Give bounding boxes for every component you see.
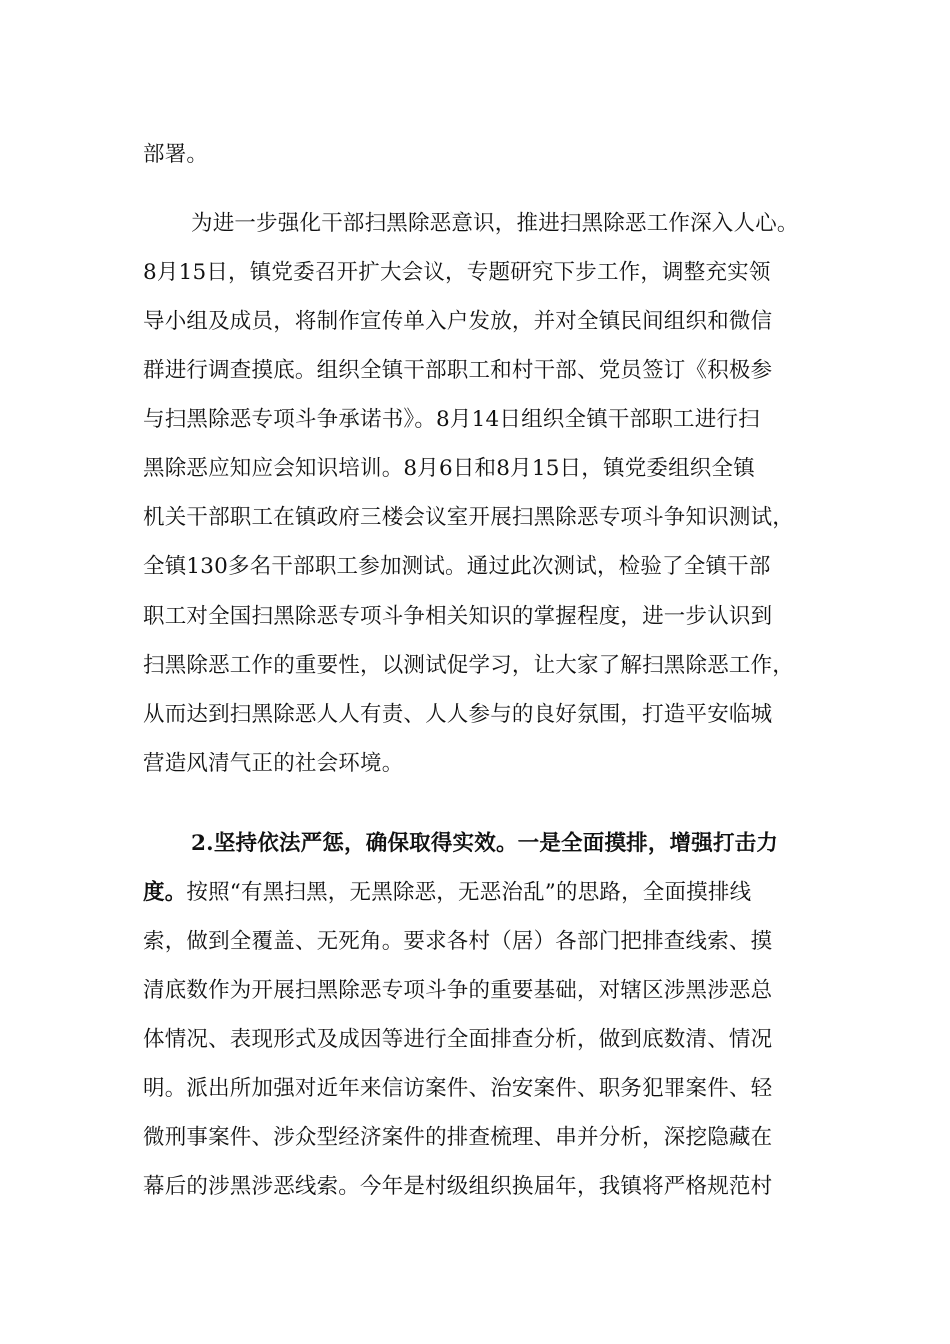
- paragraph-line: 部署。: [143, 142, 209, 167]
- paragraph-line: 8月15日，镇党委召开扩大会议，专题研究下步工作，调整充实领: [143, 260, 771, 285]
- paragraph-line: 幕后的涉黑涉恶线索。今年是村级组织换届年，我镇将严格规范村: [143, 1174, 773, 1199]
- paragraph-line: 职工对全国扫黑除恶专项斗争相关知识的掌握程度，进一步认识到: [143, 604, 773, 629]
- paragraph-line: 群进行调查摸底。组织全镇干部职工和村干部、党员签订《积极参: [143, 358, 773, 383]
- paragraph-line: 微刑事案件、涉众型经济案件的排查梳理、串并分析，深挖隐藏在: [143, 1125, 773, 1150]
- paragraph-line: 营造风清气正的社会环境。: [143, 751, 404, 776]
- paragraph-line: 全镇130多名干部职工参加测试。通过此次测试，检验了全镇干部: [143, 554, 771, 579]
- paragraph-line: 明。派出所加强对近年来信访案件、治安案件、职务犯罪案件、轻: [143, 1076, 773, 1101]
- paragraph-line: 体情况、表现形式及成因等进行全面排查分析，做到底数清、情况: [143, 1027, 773, 1052]
- paragraph-line: [143, 868, 751, 917]
- paragraph-line: 从而达到扫黑除恶人人有责、人人参与的良好氛围，打造平安临城: [143, 702, 773, 727]
- paragraph-line: 清底数作为开展扫黑除恶专项斗争的重要基础，对辖区涉黑涉恶总: [143, 978, 773, 1003]
- paragraph-line: 机关干部职工在镇政府三楼会议室开展扫黑除恶专项斗争知识测试，: [143, 505, 795, 530]
- paragraph-line: 索，做到全覆盖、无死角。要求各村（居）各部门把排查线索、摸: [143, 929, 773, 954]
- paragraph-line: 为进一步强化干部扫黑除恶意识，推进扫黑除恶工作深入人心。: [191, 211, 799, 236]
- paragraph-line: 与扫黑除恶专项斗争承诺书》。8月14日组织全镇干部职工进行扫: [143, 407, 760, 432]
- paragraph-text: 按照“有黑扫黑，无黑除恶，无恶治乱”的思路，全面摸排线: [186, 880, 752, 905]
- section-heading-tail: 度。: [143, 880, 187, 905]
- paragraph-line: 黑除恶应知应会知识培训。8月6日和8月15日，镇党委组织全镇: [143, 456, 755, 481]
- paragraph-line: 导小组及成员，将制作宣传单入户发放，并对全镇民间组织和微信: [143, 309, 773, 334]
- paragraph-line: 扫黑除恶工作的重要性，以测试促学习，让大家了解扫黑除恶工作，: [143, 653, 795, 678]
- section-heading: 2.坚持依法严惩，确保取得实效。一是全面摸排，增强打击力: [191, 831, 779, 856]
